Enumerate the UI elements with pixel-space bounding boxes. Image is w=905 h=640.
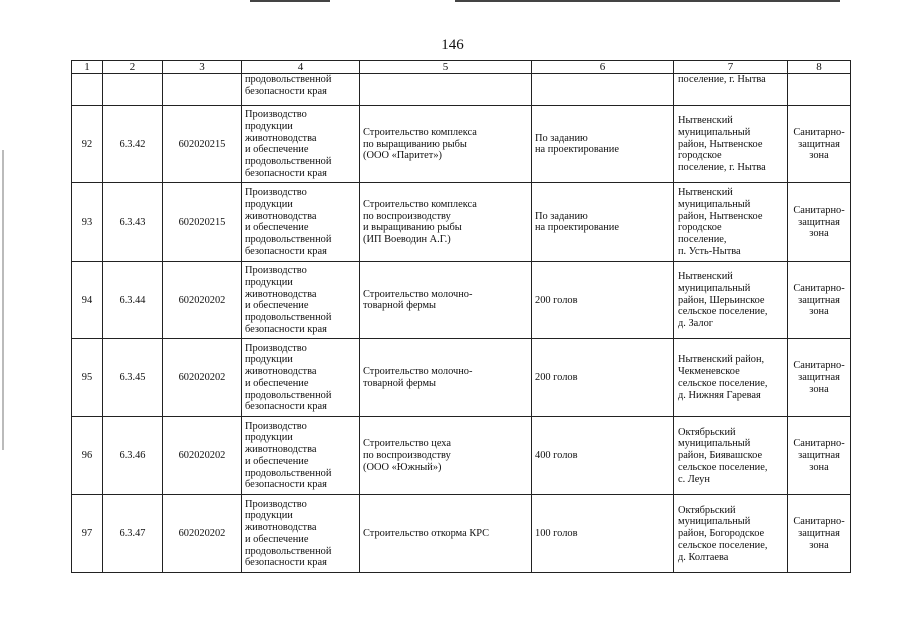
cell-empty — [360, 74, 532, 106]
row-location: Нытвенский муниципальный район, Нытвенское городское поселение, п. Усть-Нытва — [674, 183, 788, 262]
row-zone: Санитарно- защитная зона — [788, 262, 851, 339]
row-code: 6.3.45 — [103, 339, 163, 417]
row-location: Нытвенский муниципальный район, Шерьинское сельское поселение, д. Залог — [674, 262, 788, 339]
cell-location: поселение, г. Нытва — [674, 74, 788, 106]
row-number: 95 — [72, 339, 103, 417]
header-cell: 4 — [242, 61, 360, 74]
row-location: Нытвенский муниципальный район, Нытвенское городское поселение, г. Нытва — [674, 106, 788, 183]
continuation-row — [72, 74, 851, 106]
row-object: Строительство комплекса по воспроизводству и выращиванию рыбы (ИП Воеводин А.Г.) — [360, 183, 532, 262]
cell-purpose: продовольственной безопасности края — [242, 74, 360, 106]
data-table — [71, 60, 851, 573]
row-purpose: Производство продукции животноводства и обеспечение продовольственной безопасности края — [242, 495, 360, 573]
cell-empty — [788, 74, 851, 106]
row-object: Строительство молочно- товарной фермы — [360, 262, 532, 339]
row-okved: 602020202 — [163, 262, 242, 339]
page-number: 146 — [441, 37, 464, 53]
row-object: Строительство цеха по воспроизводству (ООО «Южный») — [360, 417, 532, 495]
row-object: Строительство откорма КРС — [360, 495, 532, 573]
cell-empty — [72, 74, 103, 106]
header-cell: 2 — [103, 61, 163, 74]
row-zone: Санитарно- защитная зона — [788, 183, 851, 262]
scan-edge-mark — [2, 150, 4, 450]
table-row — [72, 106, 851, 183]
cell-empty — [163, 74, 242, 106]
row-okved: 602020202 — [163, 417, 242, 495]
row-purpose: Производство продукции животноводства и обеспечение продовольственной безопасности края — [242, 339, 360, 417]
row-okved: 602020215 — [163, 183, 242, 262]
row-capacity: По заданию на проектирование — [532, 183, 674, 262]
row-location: Нытвенский район, Чекменевское сельское поселение, д. Нижняя Гаревая — [674, 339, 788, 417]
header-cell: 8 — [788, 61, 851, 74]
cell-empty — [103, 74, 163, 106]
row-okved: 602020202 — [163, 339, 242, 417]
row-capacity: 400 голов — [532, 417, 674, 495]
header-row — [72, 61, 851, 74]
row-number: 94 — [72, 262, 103, 339]
row-location: Октябрьский муниципальный район, Биявашское сельское поселение, с. Леун — [674, 417, 788, 495]
top-rule-right — [455, 0, 840, 2]
table-row — [72, 417, 851, 495]
row-code: 6.3.47 — [103, 495, 163, 573]
header-cell: 5 — [360, 61, 532, 74]
top-rule-left — [250, 0, 330, 2]
row-okved: 602020202 — [163, 495, 242, 573]
row-capacity: 100 голов — [532, 495, 674, 573]
header-cell: 6 — [532, 61, 674, 74]
header-cell: 3 — [163, 61, 242, 74]
row-object: Строительство молочно- товарной фермы — [360, 339, 532, 417]
table-row — [72, 262, 851, 339]
row-number: 96 — [72, 417, 103, 495]
header-cell: 1 — [72, 61, 103, 74]
row-number: 97 — [72, 495, 103, 573]
cell-empty — [532, 74, 674, 106]
header-cell: 7 — [674, 61, 788, 74]
row-zone: Санитарно- защитная зона — [788, 106, 851, 183]
row-code: 6.3.43 — [103, 183, 163, 262]
row-zone: Санитарно- защитная зона — [788, 495, 851, 573]
row-zone: Санитарно- защитная зона — [788, 339, 851, 417]
row-code: 6.3.46 — [103, 417, 163, 495]
row-capacity: 200 голов — [532, 339, 674, 417]
table-row — [72, 183, 851, 262]
row-purpose: Производство продукции животноводства и обеспечение продовольственной безопасности края — [242, 417, 360, 495]
row-purpose: Производство продукции животноводства и обеспечение продовольственной безопасности края — [242, 183, 360, 262]
row-capacity: 200 голов — [532, 262, 674, 339]
row-purpose: Производство продукции животноводства и обеспечение продовольственной безопасности края — [242, 106, 360, 183]
row-location: Октябрьский муниципальный район, Богородское сельское поселение, д. Колтаева — [674, 495, 788, 573]
row-number: 93 — [72, 183, 103, 262]
row-number: 92 — [72, 106, 103, 183]
row-capacity: По заданию на проектирование — [532, 106, 674, 183]
row-object: Строительство комплекса по выращиванию рыбы (ООО «Паритет») — [360, 106, 532, 183]
row-code: 6.3.44 — [103, 262, 163, 339]
row-code: 6.3.42 — [103, 106, 163, 183]
row-purpose: Производство продукции животноводства и обеспечение продовольственной безопасности края — [242, 262, 360, 339]
table-row — [72, 495, 851, 573]
row-okved: 602020215 — [163, 106, 242, 183]
table-row — [72, 339, 851, 417]
row-zone: Санитарно- защитная зона — [788, 417, 851, 495]
